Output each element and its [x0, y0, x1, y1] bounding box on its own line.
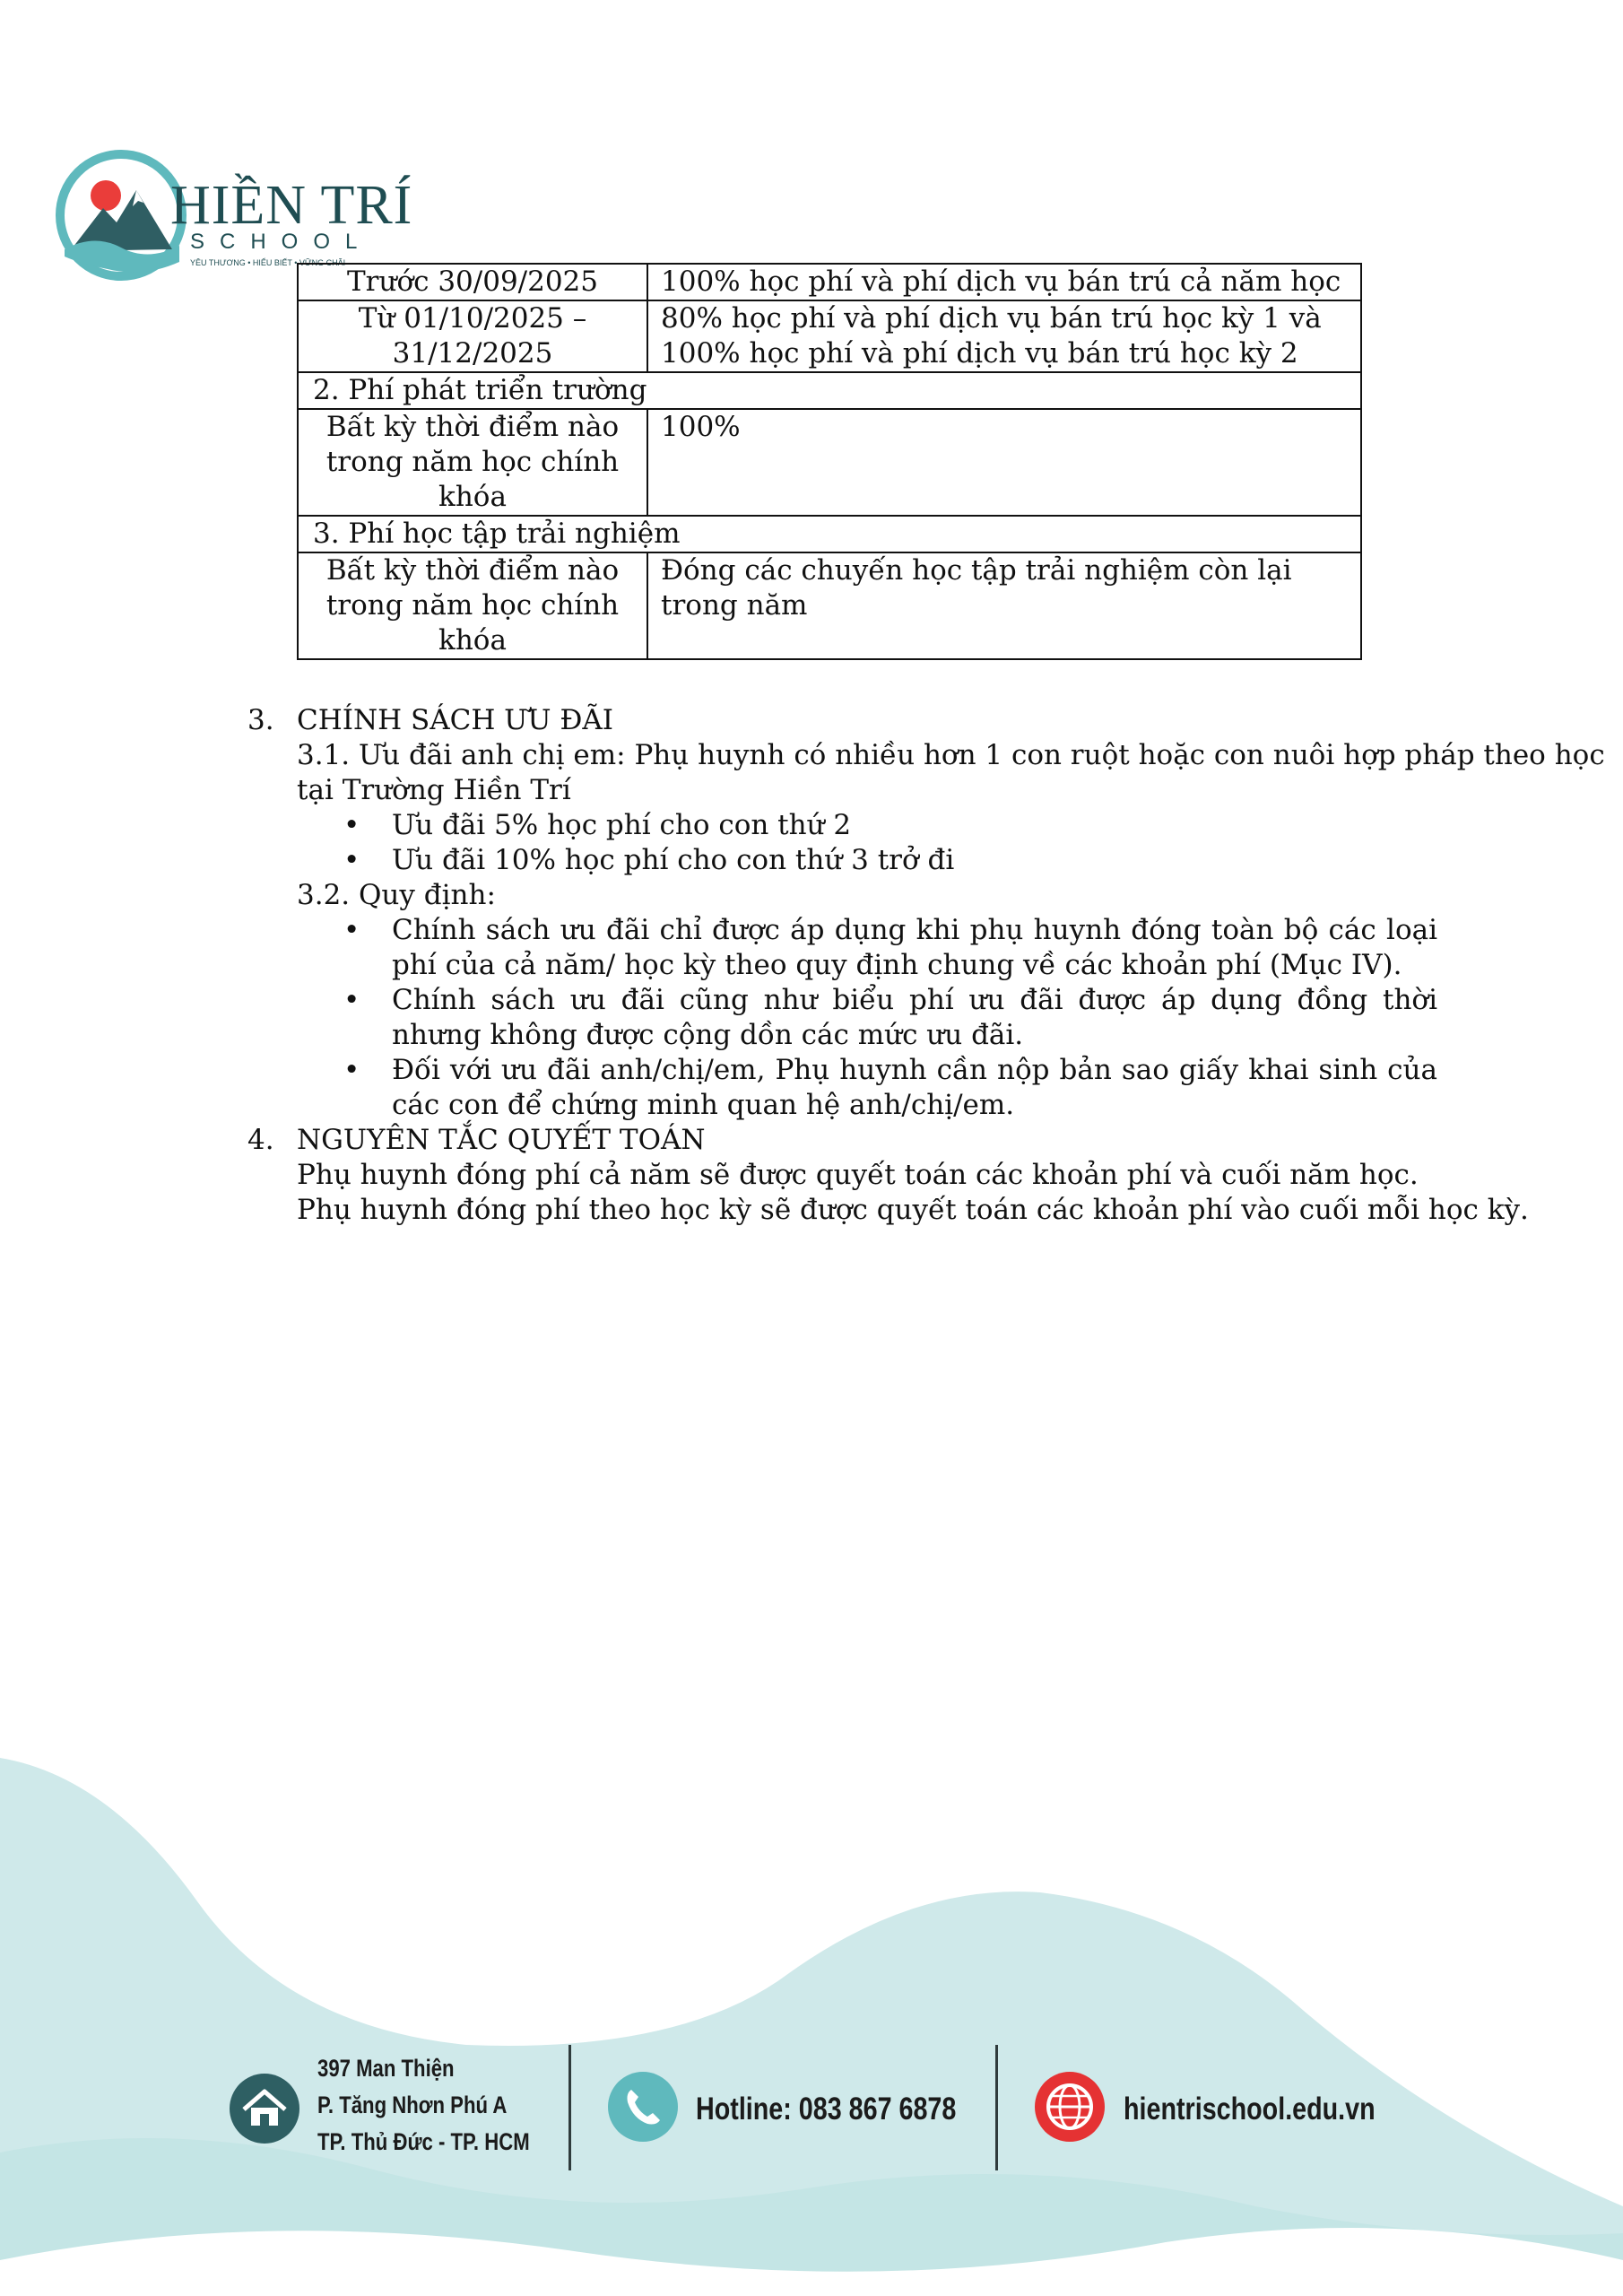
table-row	[298, 409, 1361, 516]
address-line: P. Tăng Nhơn Phú A	[317, 2092, 508, 2118]
payment-cell: Đóng các chuyến học tập trải nghiệm còn lại trong năm	[647, 552, 1361, 659]
list-item	[343, 1053, 1437, 1123]
section-number: 4.	[247, 1124, 274, 1156]
table-section-row	[298, 372, 1361, 409]
section-heading-cell: 2. Phí phát triển trường	[298, 372, 1361, 409]
list-item-text: Chính sách ưu đãi chỉ được áp dụng khi phụ huynh đóng toàn bộ các loại phí của cả năm/ học kỳ theo quy định chung về các khoản phí (Mục IV).	[392, 914, 1437, 981]
address-block	[317, 2050, 530, 2161]
address-line: 397 Man Thiện	[317, 2055, 455, 2082]
table-row	[298, 264, 1361, 300]
mountain-logo-icon	[54, 144, 188, 287]
list-item	[343, 843, 1437, 878]
list-item-text: Ưu đãi 10% học phí cho con thứ 3 trở đi	[392, 844, 955, 876]
address-line: TP. Thủ Đức - TP. HCM	[317, 2128, 530, 2155]
bullet-icon: •	[343, 984, 360, 1016]
table-row	[298, 300, 1361, 372]
payment-cell: 100% học phí và phí dịch vụ bán trú cả năm học	[647, 264, 1361, 300]
fee-schedule-table	[297, 263, 1362, 660]
phone-icon	[606, 2070, 680, 2144]
payment-cell: 100%	[647, 409, 1361, 516]
section-heading-cell: 3. Phí học tập trải nghiệm	[298, 516, 1361, 552]
logo-school: SCHOOL	[190, 230, 373, 254]
section-title: CHÍNH SÁCH ƯU ĐÃI	[297, 704, 614, 736]
list-item-text: Đối với ưu đãi anh/chị/em, Phụ huynh cần nộp bản sao giấy khai sinh của các con để chứng minh quan hệ anh/chị/em.	[392, 1054, 1437, 1121]
timing-cell: Từ 01/10/2025 – 31/12/2025	[298, 300, 647, 372]
timing-cell: Bất kỳ thời điểm nào trong năm học chính khóa	[298, 409, 647, 516]
logo-tagline: YÊU THƯƠNG • HIỂU BIẾT • VỮNG CHÃI	[190, 258, 346, 267]
list-item	[343, 808, 1437, 843]
timing-cell: Trước 30/09/2025	[298, 264, 647, 300]
globe-icon	[1033, 2070, 1107, 2144]
divider	[995, 2045, 998, 2170]
payment-cell: 80% học phí và phí dịch vụ bán trú học kỳ 1 và 100% học phí và phí dịch vụ bán trú học kỳ 2	[647, 300, 1361, 372]
wave-background	[0, 1704, 1623, 2296]
list-item	[343, 983, 1437, 1053]
section-number: 3.	[247, 704, 274, 736]
list-item-text: Ưu đãi 5% học phí cho con thứ 2	[392, 809, 852, 841]
bullet-icon: •	[343, 1054, 360, 1086]
list-item-text: Chính sách ưu đãi cũng như biểu phí ưu đãi được áp dụng đồng thời nhưng không được cộng dồn các mức ưu đãi.	[392, 984, 1437, 1051]
paragraph-line: tại Trường Hiền Trí	[297, 774, 571, 806]
bullet-icon: •	[343, 809, 360, 841]
bullet-icon: •	[343, 844, 360, 876]
paragraph-line: Phụ huynh đóng phí theo học kỳ sẽ được quyết toán các khoản phí vào cuối mỗi học kỳ.	[297, 1194, 1529, 1226]
footer	[0, 2027, 1623, 2170]
table-row	[298, 552, 1361, 659]
paragraph-line: 3.2. Quy định:	[297, 879, 496, 911]
timing-cell: Bất kỳ thời điểm nào trong năm học chính khóa	[298, 552, 647, 659]
divider	[568, 2045, 571, 2170]
hotline-text: Hotline: 083 867 6878	[696, 2092, 957, 2126]
paragraph-line: 3.1. Ưu đãi anh chị em: Phụ huynh có nhiều hơn 1 con ruột hoặc con nuôi hợp pháp theo học	[297, 739, 1605, 771]
paragraph-line: Phụ huynh đóng phí cả năm sẽ được quyết toán các khoản phí và cuối năm học.	[297, 1159, 1419, 1191]
table-section-row	[298, 516, 1361, 552]
website-link[interactable]: hientrischool.edu.vn	[1124, 2092, 1376, 2126]
logo-name: HIỀN TRÍ	[170, 175, 413, 236]
list-item	[343, 913, 1437, 983]
section-title: NGUYÊN TẮC QUYẾT TOÁN	[297, 1124, 706, 1156]
home-icon	[228, 2072, 301, 2145]
bullet-icon: •	[343, 914, 360, 946]
